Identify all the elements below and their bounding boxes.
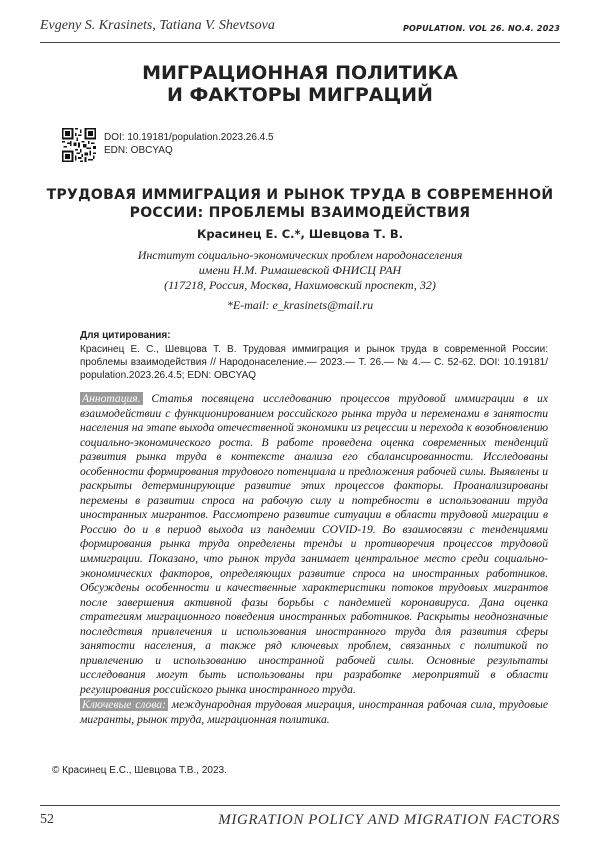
affiliation [60,248,540,293]
section-title-line2: И ФАКТОРЫ МИГРАЦИЙ [167,84,433,106]
page-number: 52 [40,812,54,827]
running-footer [40,812,560,834]
abstract-label: Аннотация. [82,392,141,405]
section-title-line1: МИГРАЦИОННАЯ ПОЛИТИКА [142,62,458,84]
edn-code: EDN: OBCYAQ [104,145,173,156]
keywords-text: международная трудовая миграция, иностранная рабочая сила, трудовые мигранты, рынок труда, миграционная политика. [80,698,549,726]
copyright: © Красинец Е.С., Шевцова Т.В., 2023. [52,765,227,776]
abstract-text: Статья посвящена исследованию процессов трудовой иммиграции в их взаимодействии с функционированием российского рынка труда и переменами в занятости населения на этапе выхода отечественной экономики из рецессии и перехода к возобновлению социально-экономического роста. В работе проведена оценка современных тенденций развития рынка труда в контексте анализа его сбалансированности. Исследованы особенности формирования трудового потенциала и предложения рабочей силы. Выявлены и раскрыты детерминирующие развитие этих процессов факторы. Проанализированы перемены в развитии спроса на рабочую силу и потребности в использовании труда иностранных мигрантов. Рассмотрено развитие ситуации в области трудовой миграции в Россию до и в период выхода из пандемии COVID-19. Во взаимосвязи с тенденциями формирования рынка труда определены тренды и противоречия процессов трудовой иммиграции. Показано, что рынок труда занимает центральное место среди социально-экономических факторов, определяющих развитие спроса на иностранных работников. Обсуждены особенности и качественные характеристики потоков трудовых мигрантов после завершения активной фазы борьбы с пандемией коронавируса. Дана оценка стратегиям миграционного поведения иностранных работников. Раскрыты неоднозначные последствия привлечения и использования иностранного труда для развития сферы занятости населения, а также ряд ключевых проблем, связанных с политикой по привлечению и использованию иностранной рабочей силы. Основные результаты исследования могут быть использованы при разработке мероприятий в области регулирования российского рынка иностранного труда. [80,392,548,696]
citation-label: Для цитирования: [80,330,171,341]
article-title-line2: РОССИИ: ПРОБЛЕМЫ ВЗАИМОДЕЙСТВИЯ [129,205,471,221]
affiliation-line3: (117218, Россия, Москва, Нахимовский проспект, 32) [164,278,436,292]
author-email[interactable]: *E-mail: e_krasinets@mail.ru [226,298,374,312]
doi-block [104,131,274,157]
citation-text: Красинец Е. С., Шевцова Т. В. Трудовая иммиграция и рынок труда в современной России: проблемы взаимодействия // Народонаселение.— 2023.— Т. 26.— № 4.— С. 52-62. DOI: 10.19181/ population.2023.26.4.5; EDN: OBCYAQ [80,344,548,381]
qr-code-icon [62,128,96,162]
header-authors: Evgeny S. Krasinets, Tatiana V. Shevtsova [40,18,275,33]
keywords [80,698,548,727]
article-title [40,186,560,222]
affiliation-line1: Институт социально-экономических проблем народонаселения [137,248,463,262]
doi-link[interactable]: DOI: 10.19181/population.2023.26.4.5 [104,132,274,143]
article-authors: Красинец Е. С.*, Шевцова Т. В. [196,227,404,241]
keywords-label: Ключевые слова: [82,698,166,711]
footer-title: MIGRATION POLICY AND MIGRATION FACTORS [218,812,560,828]
header-journal: POPULATION. VOL 26. NO.4. 2023 [402,24,560,33]
article-title-line1: ТРУДОВАЯ ИММИГРАЦИЯ И РЫНОК ТРУДА В СОВРЕМЕННОЙ [46,187,554,203]
header-rule [40,42,560,43]
running-header [40,18,560,40]
section-title [40,62,560,106]
footer-rule [40,805,560,806]
affiliation-line2: имени Н.М. Римашевской ФНИСЦ РАН [198,263,402,277]
abstract [80,392,548,697]
